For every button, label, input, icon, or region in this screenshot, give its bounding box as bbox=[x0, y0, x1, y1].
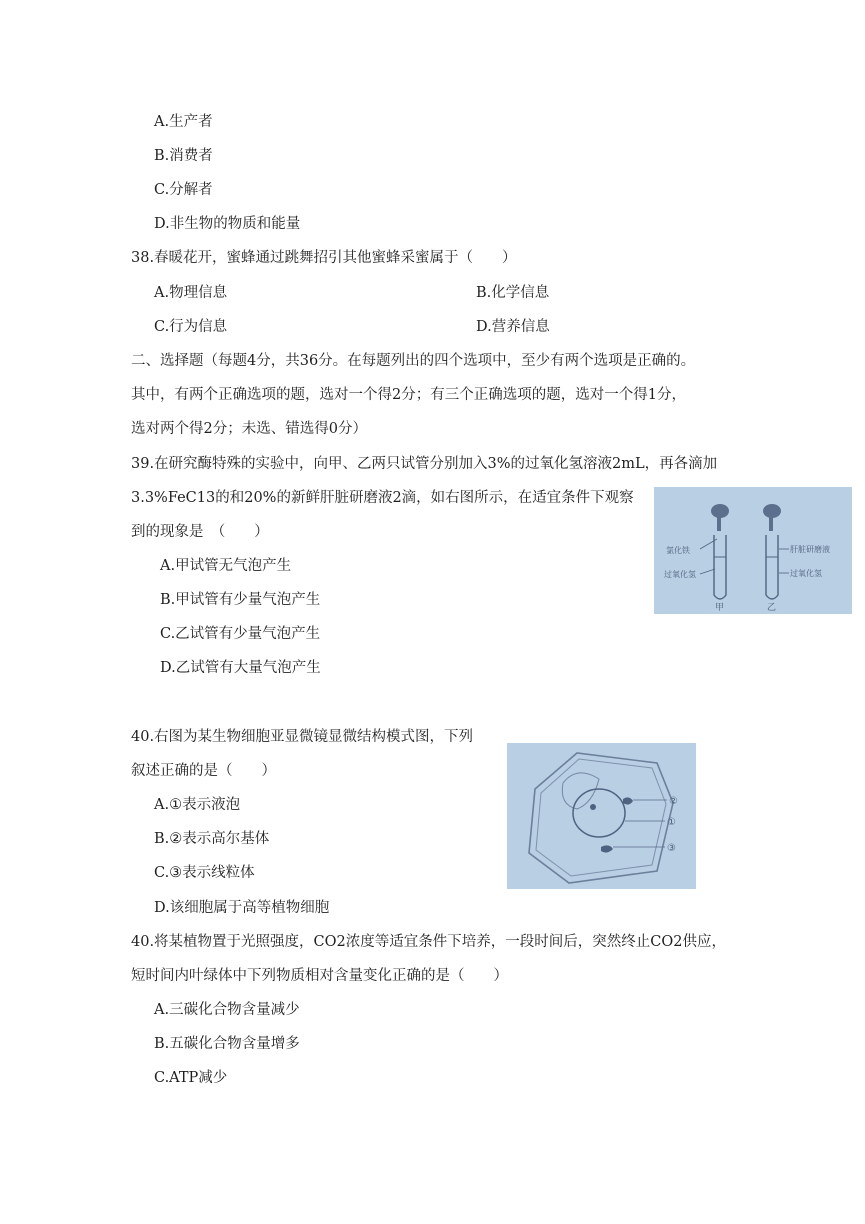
mark-3: ③ bbox=[667, 843, 676, 854]
right-dropper-icon bbox=[769, 515, 773, 531]
right-tube-icon bbox=[766, 535, 778, 599]
q40a-stem-1: 40.右图为某生物细胞亚显微镜显微结构模式图，下列 bbox=[131, 729, 474, 745]
q38-option-a: A.物理信息 bbox=[154, 285, 228, 301]
label-h2o2-left: 过氧化氢 bbox=[664, 570, 696, 579]
mark-1: ① bbox=[667, 817, 676, 828]
label-tube-jia: 甲 bbox=[715, 603, 725, 613]
nucleolus-icon bbox=[590, 804, 596, 810]
cell-membrane-icon bbox=[536, 759, 666, 876]
q37-option-c: C.分解者 bbox=[154, 182, 213, 198]
q40a-option-c: C.③表示线粒体 bbox=[154, 865, 255, 881]
vacuole-icon bbox=[562, 773, 599, 809]
left-tube-icon bbox=[714, 535, 726, 599]
cell-wall-icon bbox=[529, 753, 673, 883]
nucleus-icon bbox=[573, 789, 625, 837]
q39-option-c: C.乙试管有少量气泡产生 bbox=[160, 626, 321, 642]
q40b-option-c: C.ATP减少 bbox=[154, 1070, 228, 1086]
q39-option-b: B.甲试管有少量气泡产生 bbox=[160, 592, 321, 608]
label-h2o2-right: 过氧化氢 bbox=[790, 569, 822, 578]
mark-2: ② bbox=[669, 796, 678, 807]
q37-option-a: A.生产者 bbox=[154, 114, 213, 130]
q40b-stem-1: 40.将某植物置于光照强度，CO2浓度等适宜条件下培养，一段时间后，突然终止CO2供应， bbox=[131, 934, 726, 950]
q40b-option-b: B.五碳化合物含量增多 bbox=[154, 1036, 300, 1052]
q40a-option-a: A.①表示液泡 bbox=[154, 797, 241, 813]
q38-stem: 38.春暖花开，蜜蜂通过跳舞招引其他蜜蜂采蜜属于（ ） bbox=[131, 250, 517, 266]
section2-line-2: 其中，有两个正确选项的题，选对一个得2分；有三个正确选项的题，选对一个得1分， bbox=[131, 387, 686, 403]
q40a-option-d: D.该细胞属于高等植物细胞 bbox=[154, 900, 330, 916]
q37-option-b: B.消费者 bbox=[154, 148, 213, 164]
section2-line-1: 二、选择题（每题4分，共36分。在每题列出的四个选项中，至少有两个选项是正确的。 bbox=[131, 353, 696, 369]
q38-option-c: C.行为信息 bbox=[154, 319, 228, 335]
cell-figure bbox=[507, 743, 696, 889]
label-liver: 肝脏研磨液 bbox=[790, 545, 830, 554]
section2-line-3: 选对两个得2分；未选、错选得0分） bbox=[131, 421, 367, 437]
q39-stem-2: 3.3%FeC13的和20%的新鲜肝脏研磨液2滴，如右图所示，在适宜条件下观察 bbox=[131, 490, 634, 506]
q40a-stem-2: 叙述正确的是（ ） bbox=[131, 763, 276, 779]
q37-option-d: D.非生物的物质和能量 bbox=[154, 216, 301, 232]
q40b-option-a: A.三碳化合物含量减少 bbox=[154, 1002, 300, 1018]
q39-stem-1: 39.在研究酶特殊的实验中，向甲、乙两只试管分别加入3%的过氧化氢溶液2mL，再各滴加 bbox=[131, 456, 718, 472]
q38-option-b: B.化学信息 bbox=[476, 285, 550, 301]
q38-option-d: D.营养信息 bbox=[476, 319, 550, 335]
q40a-option-b: B.②表示高尔基体 bbox=[154, 831, 270, 847]
left-dropper-icon bbox=[717, 515, 721, 531]
label-tube-yi: 乙 bbox=[767, 603, 777, 613]
organelle-3-icon bbox=[601, 845, 613, 852]
organelle-2-icon bbox=[623, 797, 633, 804]
q39-option-a: A.甲试管无气泡产生 bbox=[160, 558, 292, 574]
q39-option-d: D.乙试管有大量气泡产生 bbox=[160, 660, 321, 676]
q39-stem-3: 到的现象是 （ ） bbox=[131, 524, 269, 540]
q40b-stem-2: 短时间内叶绿体中下列物质相对含量变化正确的是（ ） bbox=[131, 968, 508, 984]
test-tube-figure bbox=[654, 487, 852, 614]
label-fecl3: 氯化铁 bbox=[666, 546, 690, 555]
